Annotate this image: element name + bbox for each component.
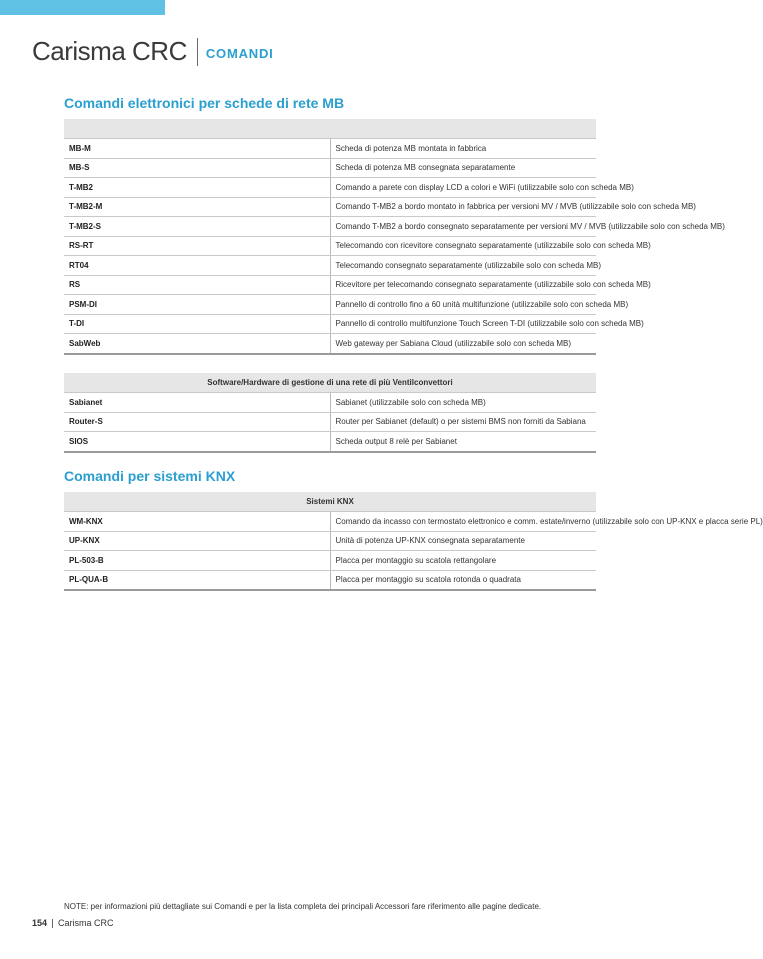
table-row bbox=[64, 334, 596, 354]
product-description: Unità di potenza UP-KNX consegnata separatamente bbox=[330, 531, 596, 551]
brand-title: Carisma CRC bbox=[32, 36, 187, 66]
table-row bbox=[64, 158, 596, 178]
product-code: Sabianet bbox=[64, 393, 330, 413]
table-header: Sistemi KNX bbox=[64, 492, 596, 512]
section-label: COMANDI bbox=[205, 46, 274, 61]
table-row bbox=[64, 551, 596, 571]
product-code: UP-KNX bbox=[64, 531, 330, 551]
product-description: Scheda di potenza MB montata in fabbrica bbox=[330, 139, 596, 159]
product-code: PL-503-B bbox=[64, 551, 330, 571]
product-code: SabWeb bbox=[64, 334, 330, 354]
product-code: RT04 bbox=[64, 256, 330, 276]
table-knx-systems bbox=[64, 492, 763, 591]
product-code: T-DI bbox=[64, 314, 330, 334]
table-row bbox=[64, 314, 596, 334]
table-row bbox=[64, 570, 596, 590]
product-description: Comando a parete con display LCD a colori e WiFi (utilizzabile solo con scheda MB) bbox=[330, 178, 596, 198]
table-row bbox=[64, 197, 596, 217]
product-description: Pannello di controllo multifunzione Touch Screen T-DI (utilizzabile solo con scheda MB) bbox=[330, 314, 596, 334]
product-code: WM-KNX bbox=[64, 512, 330, 532]
page-number: 154 bbox=[32, 918, 48, 928]
page-footer bbox=[32, 918, 114, 928]
product-description: Comando da incasso con termostato elettronico e comm. estate/inverno (utilizzabile solo con UP-KNX e placca serie PL) bbox=[330, 512, 596, 532]
table-header: Software/Hardware di gestione di una rete di più Ventilconvettori bbox=[64, 373, 596, 393]
page-note: NOTE: per informazioni più dettagliate sui Comandi e per la lista completa dei principali Accessori fare riferimento alle pagine dedicate. bbox=[64, 902, 542, 911]
product-description: Web gateway per Sabiana Cloud (utilizzabile solo con scheda MB) bbox=[330, 334, 596, 354]
product-description: Ricevitore per telecomando consegnato separatamente (utilizzabile solo con scheda MB) bbox=[330, 275, 596, 295]
product-code: SIOS bbox=[64, 432, 330, 452]
table-row bbox=[64, 393, 596, 413]
table-row bbox=[64, 139, 596, 159]
product-description: Placca per montaggio su scatola rettangolare bbox=[330, 551, 596, 571]
footer-separator bbox=[52, 919, 53, 928]
product-description: Comando T-MB2 a bordo montato in fabbrica per versioni MV / MVB (utilizzabile solo con scheda MB) bbox=[330, 197, 596, 217]
product-code: T-MB2-S bbox=[64, 217, 330, 237]
product-code: Router-S bbox=[64, 412, 330, 432]
title-separator bbox=[197, 38, 198, 66]
table-row bbox=[64, 295, 596, 315]
product-description: Pannello di controllo fino a 60 unità multifunzione (utilizzabile solo con scheda MB) bbox=[330, 295, 596, 315]
table-row bbox=[64, 512, 596, 532]
product-description: Scheda output 8 relè per Sabianet bbox=[330, 432, 596, 452]
table-header bbox=[64, 119, 596, 139]
product-description: Placca per montaggio su scatola rotonda o quadrata bbox=[330, 570, 596, 590]
product-code: RS-RT bbox=[64, 236, 330, 256]
product-description: Telecomando con ricevitore consegnato separatamente (utilizzabile solo con scheda MB) bbox=[330, 236, 596, 256]
section-heading-mb: Comandi elettronici per schede di rete MB bbox=[64, 95, 345, 111]
product-code: MB-S bbox=[64, 158, 330, 178]
table-row bbox=[64, 236, 596, 256]
product-code: RS bbox=[64, 275, 330, 295]
product-description: Router per Sabianet (default) o per sistemi BMS non forniti da Sabiana bbox=[330, 412, 596, 432]
product-description: Comando T-MB2 a bordo consegnato separatamente per versioni MV / MVB (utilizzabile solo con scheda MB) bbox=[330, 217, 596, 237]
footer-title: Carisma CRC bbox=[58, 918, 114, 928]
product-code: T-MB2 bbox=[64, 178, 330, 198]
product-code: PSM-DI bbox=[64, 295, 330, 315]
table-network-software bbox=[64, 373, 596, 453]
product-code: MB-M bbox=[64, 139, 330, 159]
product-code: PL-QUA-B bbox=[64, 570, 330, 590]
table-mb-controls bbox=[64, 119, 725, 355]
table-row bbox=[64, 256, 596, 276]
table-row bbox=[64, 531, 596, 551]
table-row bbox=[64, 217, 596, 237]
table-row bbox=[64, 178, 596, 198]
product-code: T-MB2-M bbox=[64, 197, 330, 217]
product-description: Sabianet (utilizzabile solo con scheda MB) bbox=[330, 393, 596, 413]
product-description: Telecomando consegnato separatamente (utilizzabile solo con scheda MB) bbox=[330, 256, 596, 276]
table-row bbox=[64, 412, 596, 432]
table-row bbox=[64, 275, 596, 295]
page-header bbox=[32, 36, 274, 67]
table-row bbox=[64, 432, 596, 452]
top-accent-bar bbox=[0, 0, 165, 15]
section-heading-knx: Comandi per sistemi KNX bbox=[64, 468, 236, 484]
product-description: Scheda di potenza MB consegnata separatamente bbox=[330, 158, 596, 178]
